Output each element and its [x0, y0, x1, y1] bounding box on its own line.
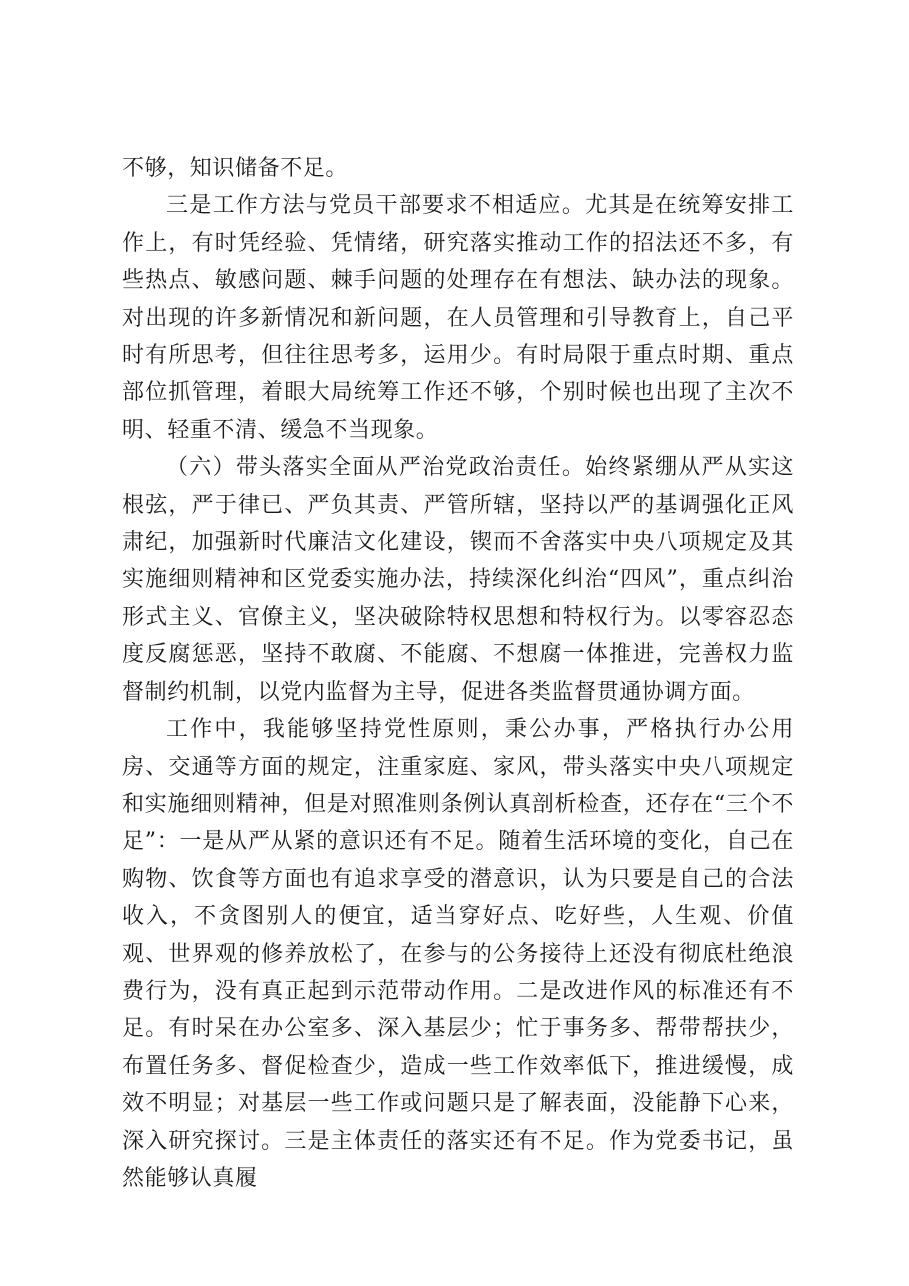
paragraph-continuation: 不够，知识储备不足。	[122, 156, 349, 181]
body-text	[122, 150, 794, 1197]
paragraph-self-review: 工作中，我能够坚持党性原则，秉公办事，严格执行办公用房、交通等方面的规定，注重家庭、家风，带头落实中央八项规定和实施细则精神，但是对照准则条例认真剖析检查，还存在“三个不足”：一是从严从紧的意识还有不足。随着生活环境的变化，自己在购物、饮食等方面也有追求享受的潜意识，认为只要是自己的合法收入，不贪图别人的便宜，适当穿好点、吃好些，人生观、价值观、世界观的修养放松了，在参与的公务接待上还没有彻底杜绝浪费行为，没有真正起到示范带动作用。二是改进作风的标准还有不足。有时呆在办公室多、深入基层少；忙于事务多、帮带帮扶少，布置任务多、督促检查少，造成一些工作效率低下，推进缓慢，成效不明显；对基层一些工作或问题只是了解表面，没能静下心来，深入研究探讨。三是主体责任的落实还有不足。作为党委书记，虽然能够认真履	[122, 717, 794, 1191]
paragraph-work-methods: 三是工作方法与党员干部要求不相适应。尤其是在统筹安排工作上，有时凭经验、凭情绪，研究落实推动工作的招法还不多，有些热点、敏感问题、棘手问题的处理存在有想法、缺办法的现象。对出现的许多新情况和新问题，在人员管理和引导教育上，自己平时有所思考，但往往思考多，运用少。有时局限于重点时期、重点部位抓管理，着眼大局统筹工作还不够，个别时候也出现了主次不明、轻重不清、缓急不当现象。	[122, 193, 794, 443]
paragraph-section-six: （六）带头落实全面从严治党政治责任。始终紧绷从严从实这根弦，严于律已、严负其责、严管所辖，坚持以严的基调强化正风肃纪，加强新时代廉洁文化建设，锲而不舍落实中央八项规定及其实施细则精神和区党委实施办法，持续深化纠治“四风”，重点纠治形式主义、官僚主义，坚决破除特权思想和特权行为。以零容忍态度反腐惩恶，坚持不敢腐、不能腐、不想腐一体推进，完善权力监督制约机制，以党内监督为主导，促进各类监督贯通协调方面。	[122, 455, 794, 705]
